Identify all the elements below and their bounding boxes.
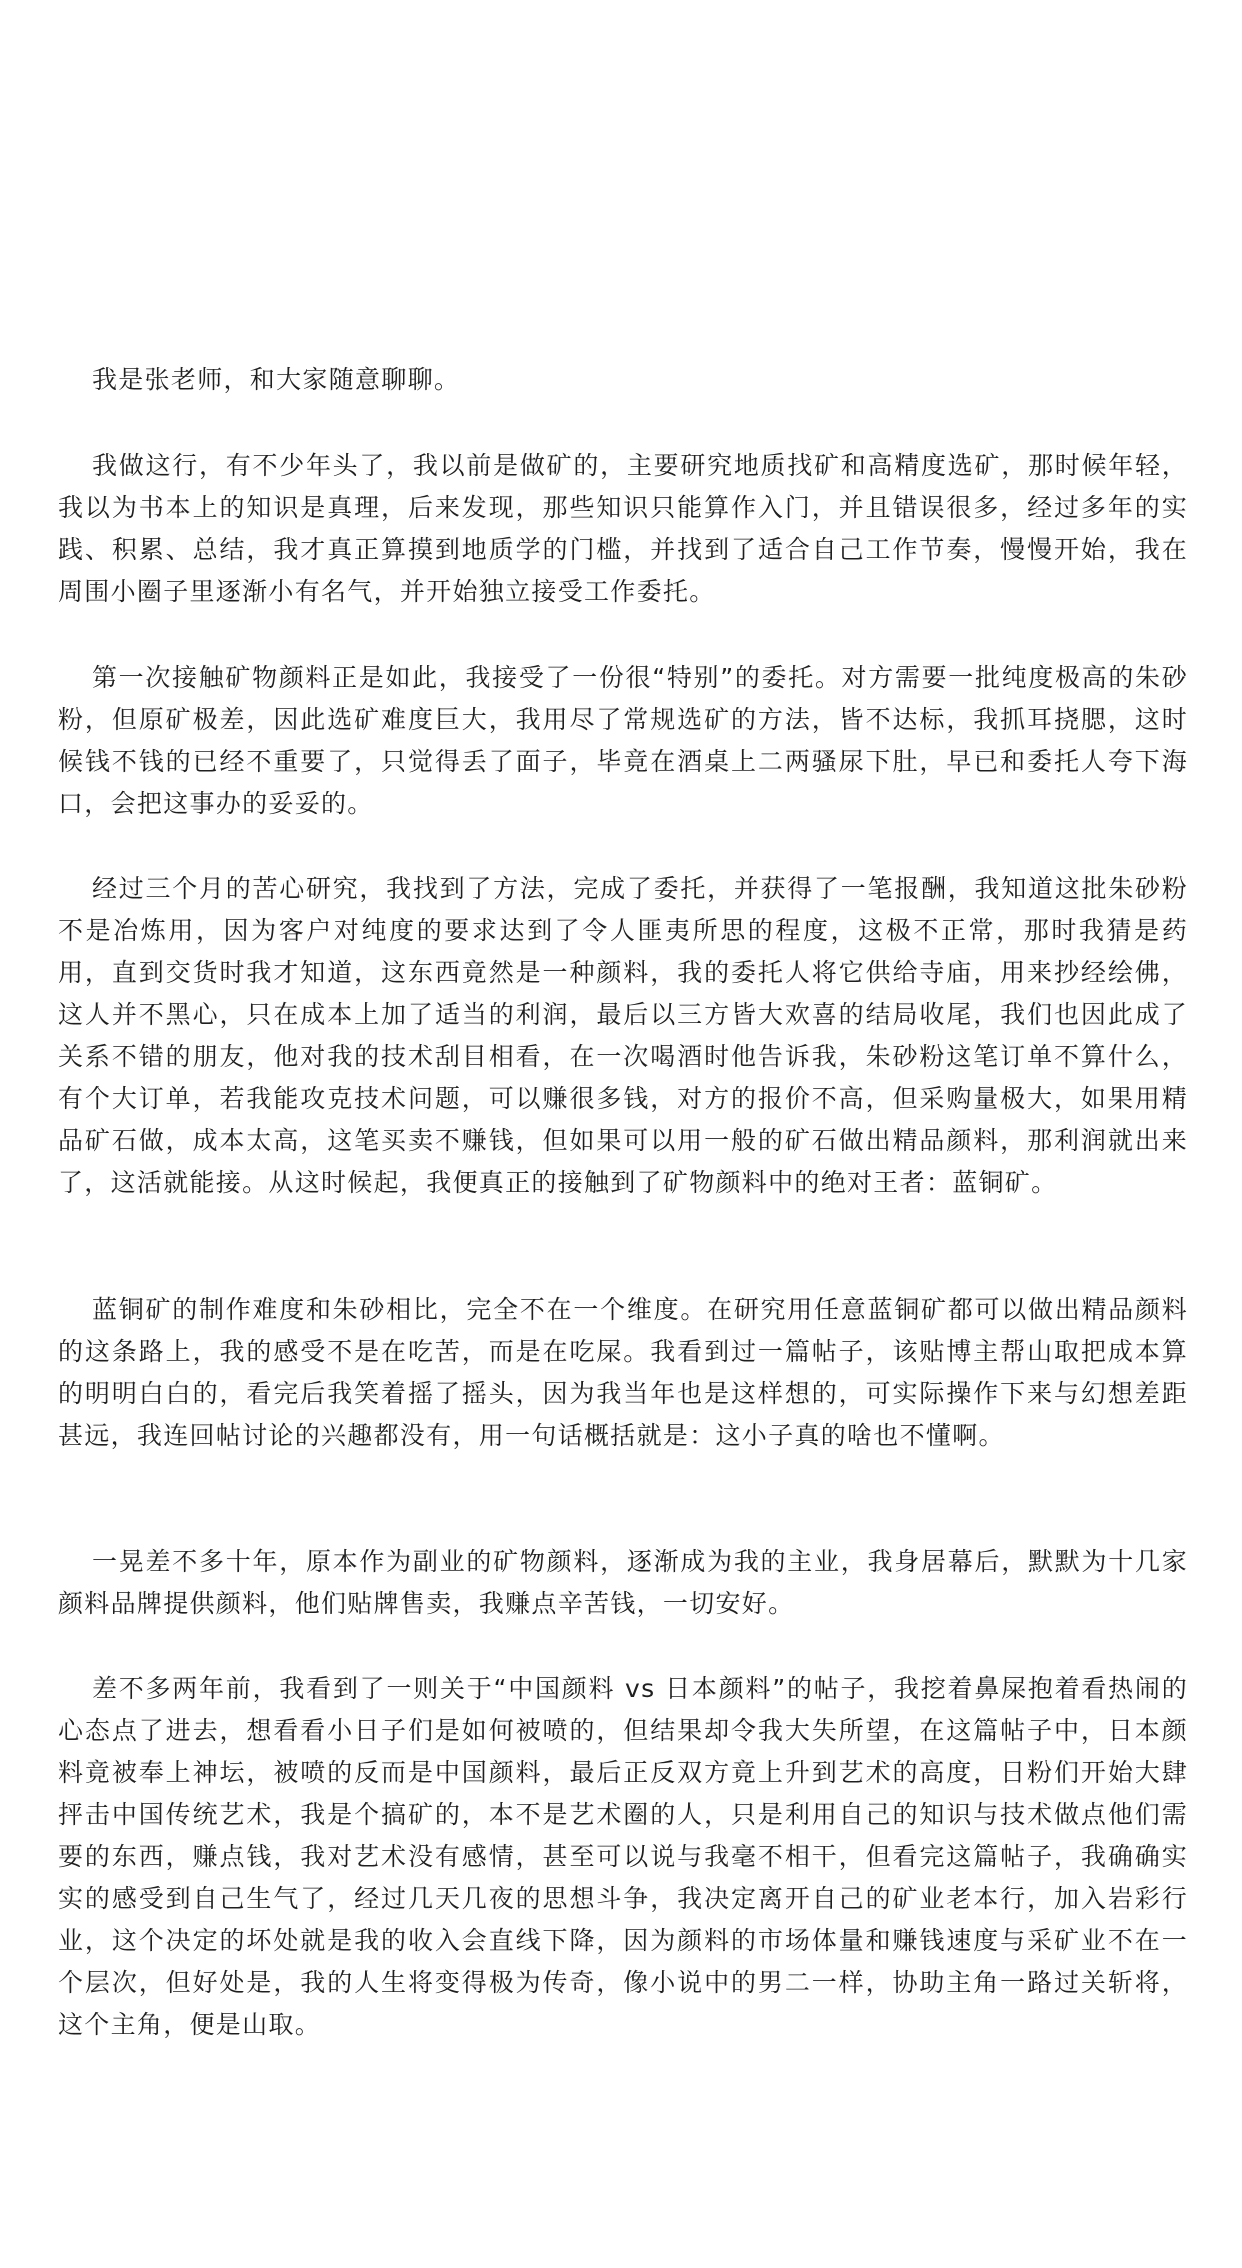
paragraph-intro: 我是张老师，和大家随意聊聊。 (92, 365, 461, 394)
paragraph-first-commission: 第一次接触矿物颜料正是如此，我接受了一份很“特别”的委托。对方需要一批纯度极高的朱砂粉，但原矿极差，因此选矿难度巨大，我用尽了常规选矿的方法，皆不达标，我抓耳挠腮，这时候钱不钱的已经不重要了，只觉得丢了面子，毕竟在酒桌上二两骚尿下肚，早已和委托人夸下海口，会把这事办的妥妥的。 (58, 663, 1188, 818)
paragraph-ten-years: 一晃差不多十年，原本作为副业的矿物颜料，逐渐成为我的主业，我身居幕后，默默为十几家颜料品牌提供颜料，他们贴牌售卖，我赚点辛苦钱，一切安好。 (58, 1547, 1188, 1618)
paragraph-azurite: 蓝铜矿的制作难度和朱砂相比，完全不在一个维度。在研究用任意蓝铜矿都可以做出精品颜料的这条路上，我的感受不是在吃苦，而是在吃屎。我看到过一篇帖子，该贴博主帮山取把成本算的明明白白的，看完后我笑着摇了摇头，因为我当年也是这样想的，可实际操作下来与幻想差距甚远，我连回帖讨论的兴趣都没有，用一句话概括就是：这小子真的啥也不懂啊。 (58, 1295, 1188, 1450)
paragraph-background: 我做这行，有不少年头了，我以前是做矿的，主要研究地质找矿和高精度选矿，那时候年轻，我以为书本上的知识是真理，后来发现，那些知识只能算作入门，并且错误很多，经过多年的实践、积累、总结，我才真正算摸到地质学的门槛，并找到了适合自己工作节奏，慢慢开始，我在周围小圈子里逐渐小有名气，并开始独立接受工作委托。 (58, 451, 1188, 606)
paragraph-three-months: 经过三个月的苦心研究，我找到了方法，完成了委托，并获得了一笔报酬，我知道这批朱砂粉不是冶炼用，因为客户对纯度的要求达到了令人匪夷所思的程度，这极不正常，那时我猜是药用，直到交货时我才知道，这东西竟然是一种颜料，我的委托人将它供给寺庙，用来抄经绘佛，这人并不黑心，只在成本上加了适当的利润，最后以三方皆大欢喜的结局收尾，我们也因此成了关系不错的朋友，他对我的技术刮目相看，在一次喝酒时他告诉我，朱砂粉这笔订单不算什么，有个大订单，若我能攻克技术问题，可以赚很多钱，对方的报价不高，但采购量极大，如果用精品矿石做，成本太高，这笔买卖不赚钱，但如果可以用一般的矿石做出精品颜料，那利润就出来了，这活就能接。从这时候起，我便真正的接触到了矿物颜料中的绝对王者：蓝铜矿。 (58, 874, 1188, 1197)
paragraph-two-years-ago: 差不多两年前，我看到了一则关于“中国颜料 vs 日本颜料”的帖子，我挖着鼻屎抱着看热闹的心态点了进去，想看看小日子们是如何被喷的，但结果却令我大失所望，在这篇帖子中，日本颜料竟被奉上神坛，被喷的反而是中国颜料，最后正反双方竟上升到艺术的高度，日粉们开始大肆抨击中国传统艺术，我是个搞矿的，本不是艺术圈的人，只是利用自己的知识与技术做点他们需要的东西，赚点钱，我对艺术没有感情，甚至可以说与我毫不相干，但看完这篇帖子，我确确实实的感受到自己生气了，经过几天几夜的思想斗争，我决定离开自己的矿业老本行，加入岩彩行业，这个决定的坏处就是我的收入会直线下降，因为颜料的市场体量和赚钱速度与采矿业不在一个层次，但好处是，我的人生将变得极为传奇，像小说中的男二一样，协助主角一路过关斩将，这个主角，便是山取。 (58, 1674, 1188, 2039)
